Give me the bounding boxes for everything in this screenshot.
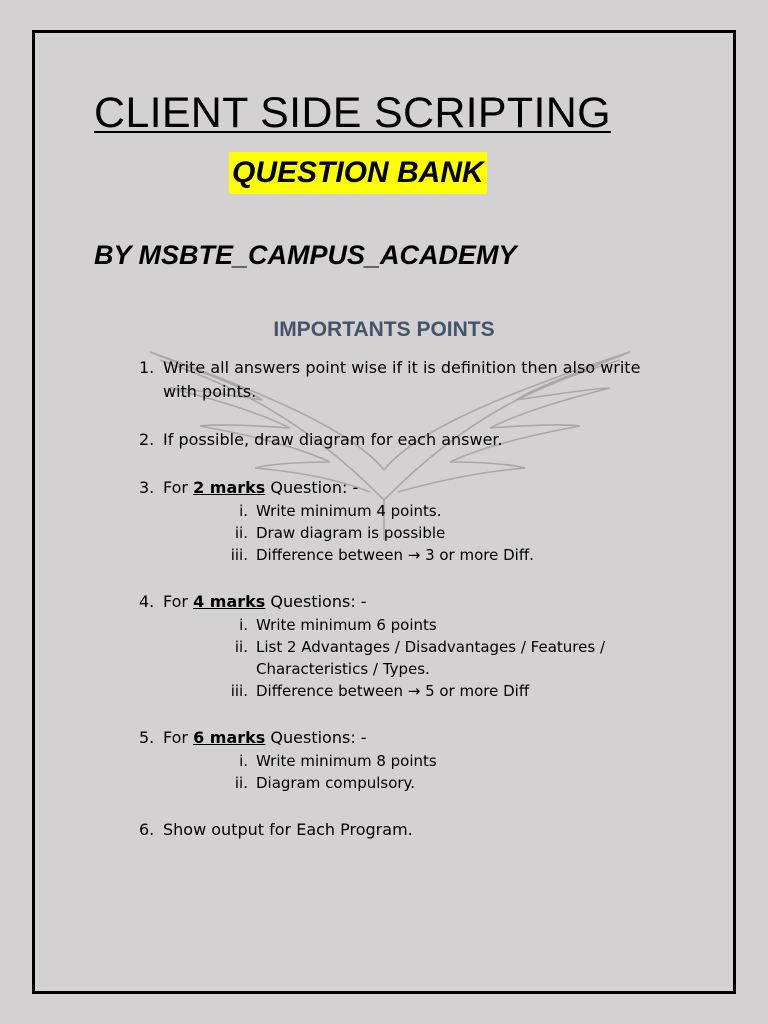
- item-prefix: For: [163, 592, 194, 611]
- sub-item-text: List 2 Advantages / Disadvantages / Features / Characteristics / Types.: [256, 638, 605, 678]
- sub-item: [232, 636, 669, 680]
- item-text: Write all answers point wise if it is definition then also write with points.: [163, 358, 641, 401]
- sub-item-text: Write minimum 4 points.: [256, 502, 442, 520]
- sub-item: [232, 750, 669, 772]
- list-item: [139, 476, 669, 500]
- item-text: If possible, draw diagram for each answer.: [163, 430, 503, 449]
- item-number: 2.: [139, 430, 155, 449]
- sub-item-text: Write minimum 6 points: [256, 616, 437, 634]
- sub-item: [232, 614, 669, 636]
- item-suffix: Questions: -: [265, 728, 367, 747]
- item-number: 6.: [139, 820, 155, 839]
- sub-item: [232, 772, 669, 794]
- list-item: [139, 818, 669, 842]
- sub-item-numeral: i.: [239, 502, 248, 520]
- marks-label: 4 marks: [193, 592, 266, 611]
- sub-item-text: Diagram compulsory.: [256, 774, 416, 792]
- sub-item-text: Difference between → 5 or more Diff: [256, 682, 530, 700]
- list-item: [139, 590, 669, 614]
- item-prefix: For: [163, 478, 194, 497]
- page-title: CLIENT SIDE SCRIPTING: [94, 89, 611, 137]
- item-prefix: For: [163, 728, 194, 747]
- item-text: Show output for Each Program.: [163, 820, 413, 839]
- section-heading: IMPORTANTS POINTS: [273, 318, 495, 341]
- item-number: 4.: [139, 592, 155, 611]
- sub-item-numeral: i.: [239, 616, 248, 634]
- sub-item: [232, 544, 669, 566]
- sub-item-numeral: ii.: [234, 524, 248, 542]
- list-item: [139, 428, 669, 452]
- points-list: [139, 356, 669, 842]
- item-suffix: Questions: -: [265, 592, 367, 611]
- sub-item-numeral: i.: [239, 752, 248, 770]
- sub-item-text: Write minimum 8 points: [256, 752, 437, 770]
- sub-item-numeral: ii.: [234, 774, 248, 792]
- author-byline: BY MSBTE_CAMPUS_ACADEMY: [94, 240, 517, 270]
- sub-item-numeral: iii.: [230, 682, 248, 700]
- sub-item-numeral: iii.: [230, 546, 248, 564]
- item-number: 3.: [139, 478, 155, 497]
- sub-item: [232, 500, 669, 522]
- item-suffix: Question: -: [265, 478, 359, 497]
- sub-item-numeral: ii.: [234, 638, 248, 656]
- item-number: 5.: [139, 728, 155, 747]
- marks-label: 2 marks: [193, 478, 266, 497]
- list-item: [139, 356, 669, 404]
- sub-item-text: Draw diagram is possible: [256, 524, 446, 542]
- sub-item-text: Difference between → 3 or more Diff.: [256, 546, 534, 564]
- item-number: 1.: [139, 358, 155, 377]
- sub-item: [232, 522, 669, 544]
- list-item: [139, 726, 669, 750]
- page-subtitle: QUESTION BANK: [229, 152, 487, 194]
- marks-label: 6 marks: [193, 728, 266, 747]
- sub-item: [232, 680, 669, 702]
